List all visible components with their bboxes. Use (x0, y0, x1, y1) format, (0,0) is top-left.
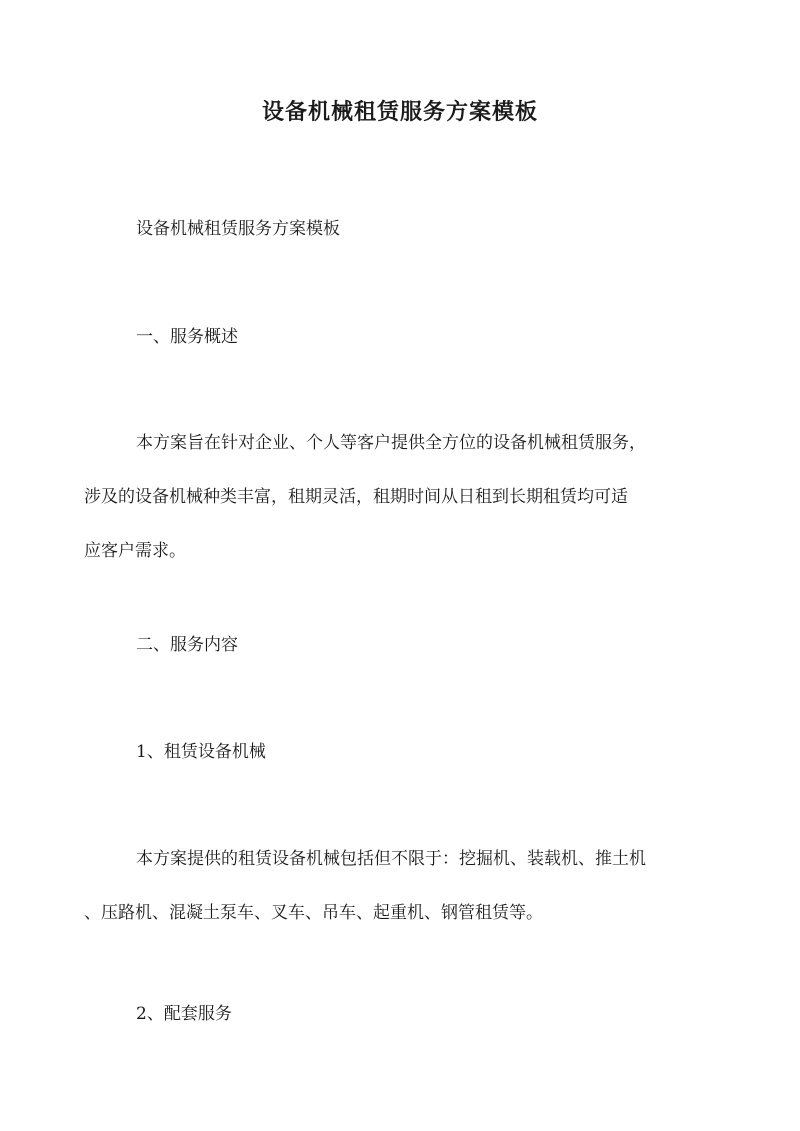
document-title: 设备机械租赁服务方案模板 (261, 99, 538, 125)
subsection-2-heading-line: 2、配套服务 (136, 1004, 232, 1024)
subsection-1-heading-line: 1、租赁设备机械 (136, 742, 266, 762)
subsection-2-heading (84, 987, 724, 1041)
section-2-heading-line: 二、服务内容 (136, 635, 238, 655)
section-1-heading (84, 310, 724, 364)
subsection-1-body-line-1: 本方案提供的租赁设备机械包括但不限于：挖掘机、装载机、推土机 (136, 849, 646, 869)
subsection-1-body (84, 832, 724, 940)
subsection-1-body-line-2: 、压路机、混凝土泵车、叉车、吊车、起重机、钢管租赁等。 (84, 903, 543, 923)
section-1-body (84, 416, 724, 578)
section-2-heading (84, 618, 724, 672)
section-1-body-line-2: 涉及的设备机械种类丰富，租期灵活，租期时间从日租到长期租赁均可适 (84, 487, 628, 507)
section-1-heading-line: 一、服务概述 (136, 327, 238, 347)
subsection-1-heading (84, 725, 724, 779)
subtitle-paragraph (84, 202, 724, 256)
subtitle-line: 设备机械租赁服务方案模板 (136, 219, 340, 239)
section-1-body-line-1: 本方案旨在针对企业、个人等客户提供全方位的设备机械租赁服务， (136, 433, 646, 453)
section-1-body-line-3: 应客户需求。 (84, 541, 186, 561)
